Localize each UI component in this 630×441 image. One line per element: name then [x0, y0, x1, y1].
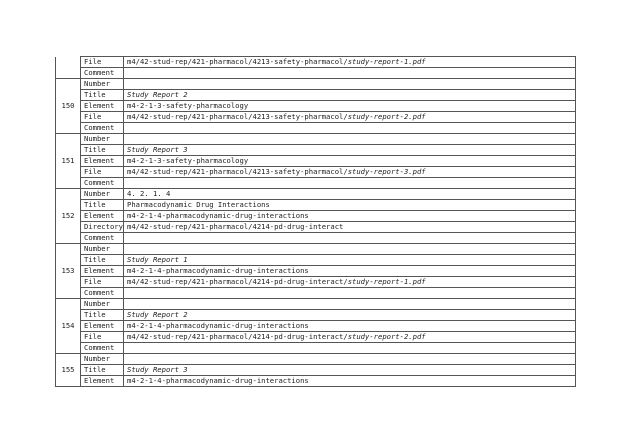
field-label: Number: [81, 79, 124, 90]
row-number: 151: [56, 134, 81, 189]
submission-structure-table: [55, 56, 576, 387]
field-value: [124, 178, 576, 189]
field-value: m4/42-stud-rep/421-pharmacol/4214-pd-drug-interact: [124, 222, 576, 233]
field-value: m4/42-stud-rep/421-pharmacol/4213-safety-pharmacol/study-report-3.pdf: [124, 167, 576, 178]
field-label: File: [81, 277, 124, 288]
table-row: [56, 376, 576, 387]
field-label: Directory: [81, 222, 124, 233]
field-label: Element: [81, 156, 124, 167]
field-value: Study Report 2: [124, 90, 576, 101]
field-value: Study Report 2: [124, 310, 576, 321]
field-label: File: [81, 167, 124, 178]
field-value: m4/42-stud-rep/421-pharmacol/4214-pd-drug-interact/study-report-2.pdf: [124, 332, 576, 343]
field-label: Comment: [81, 288, 124, 299]
row-number: 155: [56, 354, 81, 387]
table-row: [56, 222, 576, 233]
field-label: Element: [81, 266, 124, 277]
field-label: Title: [81, 310, 124, 321]
field-label: Number: [81, 299, 124, 310]
field-label: Number: [81, 134, 124, 145]
field-label: Comment: [81, 233, 124, 244]
field-label: Element: [81, 321, 124, 332]
field-label: File: [81, 112, 124, 123]
table-row: [56, 277, 576, 288]
field-value: m4-2-1-4-pharmacodynamic-drug-interactions: [124, 376, 576, 387]
field-value: [124, 68, 576, 79]
field-label: Comment: [81, 178, 124, 189]
row-number: 154: [56, 299, 81, 354]
table-row: [56, 321, 576, 332]
field-value: m4/42-stud-rep/421-pharmacol/4213-safety-pharmacol/study-report-2.pdf: [124, 112, 576, 123]
table-row: [56, 156, 576, 167]
table-row: [56, 134, 576, 145]
field-value: [124, 79, 576, 90]
table-row: [56, 123, 576, 134]
table-row: [56, 200, 576, 211]
field-value: [124, 134, 576, 145]
field-value: [124, 288, 576, 299]
field-label: Element: [81, 376, 124, 387]
table-row: [56, 288, 576, 299]
table-row: [56, 189, 576, 200]
table-row: [56, 332, 576, 343]
row-number: [56, 57, 81, 79]
table-row: [56, 211, 576, 222]
table-row: [56, 101, 576, 112]
field-label: Element: [81, 101, 124, 112]
table-row: [56, 112, 576, 123]
field-label: File: [81, 332, 124, 343]
field-value: m4-2-1-4-pharmacodynamic-drug-interactions: [124, 266, 576, 277]
field-label: Title: [81, 255, 124, 266]
field-label: Number: [81, 354, 124, 365]
field-label: Comment: [81, 343, 124, 354]
table-row: [56, 68, 576, 79]
table-row: [56, 244, 576, 255]
row-number: 152: [56, 189, 81, 244]
table-row: [56, 343, 576, 354]
field-value: [124, 343, 576, 354]
field-label: Title: [81, 365, 124, 376]
table-row: [56, 299, 576, 310]
field-label: Number: [81, 244, 124, 255]
field-value: m4-2-1-4-pharmacodynamic-drug-interactions: [124, 211, 576, 222]
field-label: Number: [81, 189, 124, 200]
field-value: [124, 354, 576, 365]
table-row: [56, 233, 576, 244]
field-value: 4. 2. 1. 4: [124, 189, 576, 200]
table-row: [56, 178, 576, 189]
table-row: [56, 90, 576, 101]
row-number: 150: [56, 79, 81, 134]
field-value: [124, 299, 576, 310]
field-value: [124, 233, 576, 244]
field-label: Title: [81, 90, 124, 101]
table-row: [56, 167, 576, 178]
field-label: Comment: [81, 68, 124, 79]
table-row: [56, 79, 576, 90]
field-label: Title: [81, 200, 124, 211]
field-label: Comment: [81, 123, 124, 134]
field-label: Title: [81, 145, 124, 156]
field-value: m4/42-stud-rep/421-pharmacol/4214-pd-drug-interact/study-report-1.pdf: [124, 277, 576, 288]
field-value: m4-2-1-4-pharmacodynamic-drug-interactions: [124, 321, 576, 332]
field-value: [124, 123, 576, 134]
row-number: 153: [56, 244, 81, 299]
table-row: [56, 365, 576, 376]
field-value: Study Report 3: [124, 145, 576, 156]
field-value: Pharmacodynamic Drug Interactions: [124, 200, 576, 211]
field-label: File: [81, 57, 124, 68]
table-row: [56, 145, 576, 156]
field-value: m4-2-1-3-safety-pharmacology: [124, 156, 576, 167]
table-row: [56, 57, 576, 68]
field-value: Study Report 1: [124, 255, 576, 266]
table-row: [56, 266, 576, 277]
field-value: Study Report 3: [124, 365, 576, 376]
table-row: [56, 310, 576, 321]
field-value: m4/42-stud-rep/421-pharmacol/4213-safety-pharmacol/study-report-1.pdf: [124, 57, 576, 68]
table-row: [56, 255, 576, 266]
field-label: Element: [81, 211, 124, 222]
table-body: [56, 57, 576, 387]
field-value: [124, 244, 576, 255]
table-row: [56, 354, 576, 365]
field-value: m4-2-1-3-safety-pharmacology: [124, 101, 576, 112]
